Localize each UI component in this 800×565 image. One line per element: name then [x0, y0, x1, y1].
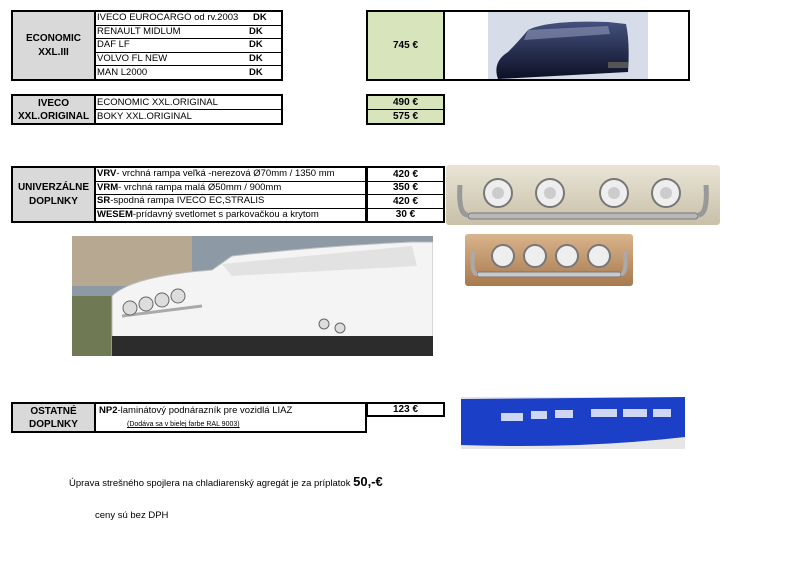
model-tag: DK [249, 66, 263, 78]
iveco-item-list [94, 94, 283, 125]
model-row [95, 53, 281, 67]
model-name: RENAULT MIDLUM [97, 25, 181, 37]
small-ramp-photo [465, 234, 633, 286]
model-name: IVECO EUROCARGO od rv.2003 [97, 12, 239, 24]
economic-category-line2: XXL.III [38, 46, 69, 58]
iveco-price: 575 € [392, 111, 419, 122]
spoiler-image-frame [443, 10, 690, 81]
iveco-category-line2: XXL.ORIGINAL [17, 110, 90, 122]
universal-category-line1: UNIVERZÁLNE [17, 181, 90, 193]
surcharge-text: Úprava strešného spojlera na chladiarenský agregát je za príplatok [69, 478, 354, 489]
universal-price: 420 € [368, 195, 443, 209]
economic-price: 745 € [366, 10, 445, 81]
model-name: VOLVO FL NEW [97, 53, 168, 65]
iveco-prices [366, 94, 445, 125]
universal-item-row [95, 195, 365, 209]
surcharge-amount: 50,-€ [353, 474, 383, 489]
model-row [95, 26, 281, 40]
universal-category [11, 166, 96, 223]
model-row [95, 66, 281, 79]
light-ramp-photo [446, 165, 720, 225]
model-tag: DK [249, 25, 263, 37]
bumper-photo [461, 397, 685, 449]
other-item [94, 402, 367, 433]
universal-item-row [95, 168, 365, 182]
item-code: WESEM [97, 208, 133, 220]
iveco-item-row: ECONOMIC XXL.ORIGINAL [95, 96, 281, 110]
model-tag: DK [249, 39, 263, 51]
other-price: 123 € [366, 402, 445, 417]
iveco-category [11, 94, 96, 125]
model-tag: DK [249, 53, 263, 65]
item-code: VRM [97, 181, 119, 193]
iveco-item-row: BOKY XXL.ORIGINAL [97, 110, 192, 122]
item-desc: - vrchná rampa malá Ø50mm / 900mm [118, 181, 282, 193]
surcharge-note [69, 474, 383, 489]
universal-item-row [95, 209, 365, 222]
universal-price: 350 € [368, 182, 443, 196]
other-category-line2: DOPLNKY [29, 418, 78, 430]
model-name: MAN L2000 [97, 66, 148, 78]
other-item-note: (Dodáva sa v bielej farbe RAL 9003) [127, 421, 240, 428]
other-category-line1: OSTATNÉ [30, 405, 77, 417]
item-code: VRV [97, 168, 117, 180]
item-desc: -prídavný svetlomet s parkovačkou a krytom [132, 208, 319, 220]
universal-item-row [95, 182, 365, 196]
item-code: SR [97, 195, 111, 207]
economic-category-line1: ECONOMIC [26, 32, 81, 44]
model-name: DAF LF [97, 39, 130, 51]
model-row [95, 39, 281, 53]
economic-model-list [94, 10, 283, 81]
item-desc: -spodná rampa IVECO EC,STRALIS [110, 195, 265, 207]
other-category [11, 402, 96, 433]
item-code: NP2 [99, 405, 118, 416]
iveco-category-line1: IVECO [37, 97, 70, 109]
vat-note: ceny sú bez DPH [95, 510, 169, 521]
universal-prices [366, 166, 445, 223]
universal-price: 30 € [395, 209, 416, 221]
economic-category [11, 10, 96, 81]
model-row [95, 12, 281, 26]
truck-photo [72, 236, 433, 356]
item-desc: - vrchná rampa veľká -nerezová Ø70mm / 1350 mm [116, 168, 335, 180]
universal-item-list [94, 166, 367, 223]
model-tag: DK [253, 12, 267, 24]
iveco-price: 490 € [368, 96, 443, 110]
spoiler-photo [488, 12, 648, 79]
item-desc: -laminátový podnárazník pre vozidlá LIAZ [117, 405, 293, 416]
universal-category-line2: DOPLNKY [29, 195, 78, 207]
other-item-line [99, 405, 365, 417]
universal-price: 420 € [368, 168, 443, 182]
